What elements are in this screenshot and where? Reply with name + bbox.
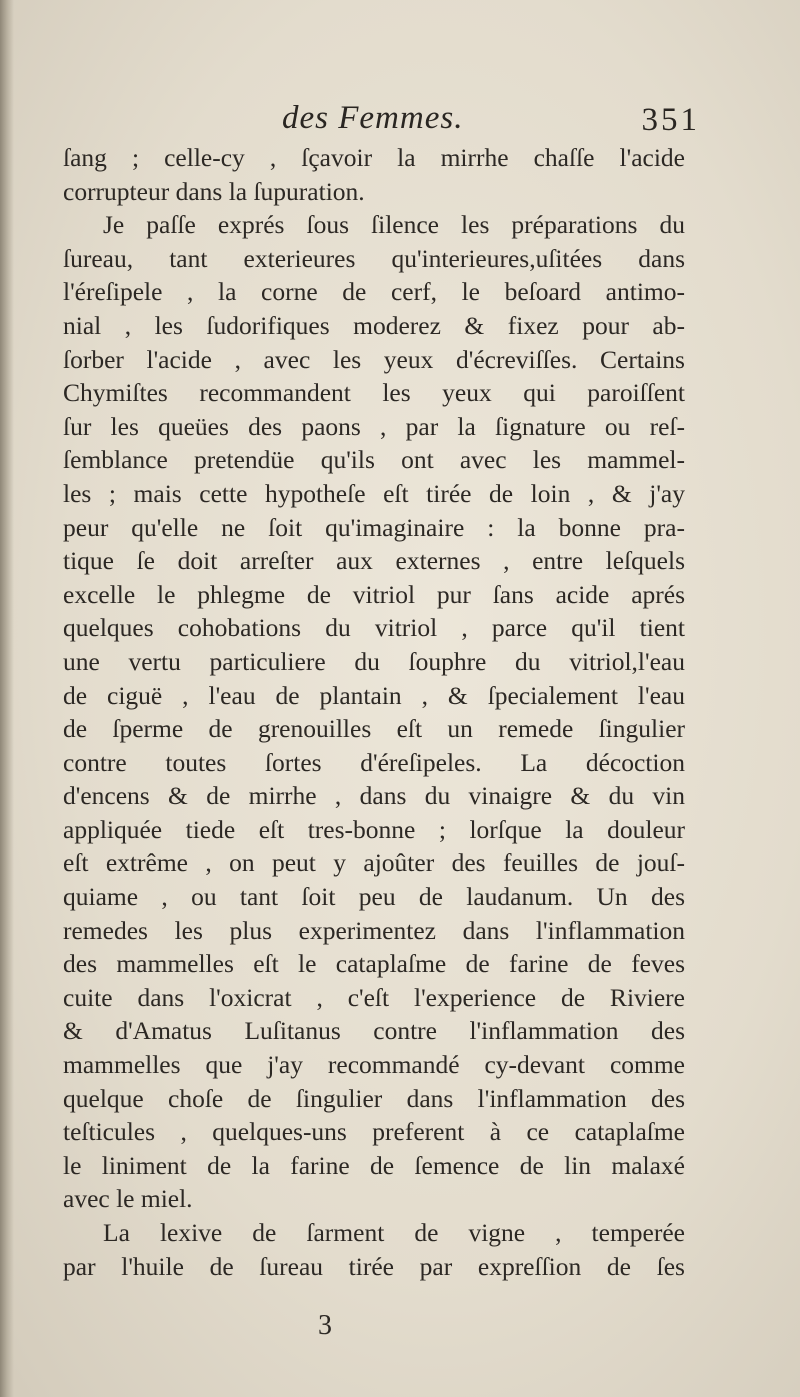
text-line: tique ſe doit arreſter aux externes , entre leſquels (63, 546, 685, 576)
text-line: quelque choſe de ſingulier dans l'inflammation des (63, 1083, 685, 1113)
text-line: les ; mais cette hypotheſe eſt tirée de loin , & j'ay (63, 478, 685, 508)
page-number: 351 (641, 102, 700, 138)
text-line: l'éreſipele , la corne de cerf, le beſoard antimo- (63, 277, 685, 307)
text-line: corrupteur dans la ſupuration. (63, 176, 365, 206)
text-line: par l'huile de ſureau tirée par expreſſion de ſes (63, 1251, 685, 1281)
text-line: mammelles que j'ay recommandé cy-devant comme (63, 1050, 685, 1080)
text-line: contre toutes ſortes d'éreſipeles. La décoction (63, 747, 685, 777)
body-text (63, 141, 685, 1283)
text-line: avec le miel. (63, 1184, 193, 1214)
text-line: ſureau, tant exterieures qu'interieures,uſitées dans (63, 243, 685, 273)
text-line: ſemblance pretendüe qu'ils ont avec les mammel- (63, 445, 685, 475)
signature-mark: 3 (318, 1310, 332, 1341)
text-line: peur qu'elle ne ſoit qu'imaginaire : la bonne pra- (63, 512, 685, 542)
text-line: ſorber l'acide , avec les yeux d'écreviſſes. Certains (63, 344, 685, 374)
text-line: ſang ; celle-cy , ſçavoir la mirrhe chaſſe l'acide (63, 143, 685, 172)
text-line: des mammelles eſt le cataplaſme de farine de feves (63, 949, 685, 979)
running-head: des Femmes. (282, 100, 464, 136)
page-header (60, 100, 700, 144)
binding-shadow (0, 0, 14, 1397)
text-line: de ciguë , l'eau de plantain , & ſpecialement l'eau (63, 680, 685, 710)
text-line: teſticules , quelques-uns preferent à ce cataplaſme (63, 1117, 685, 1147)
text-line: le liniment de la farine de ſemence de lin malaxé (63, 1150, 685, 1180)
text-line: Chymiſtes recommandent les yeux qui paroiſſent (63, 378, 685, 408)
text-line: appliquée tiede eſt tres-bonne ; lorſque la douleur (63, 814, 685, 844)
text-line: de ſperme de grenouilles eſt un remede ſingulier (63, 714, 685, 744)
text-line: remedes les plus experimentez dans l'inflammation (63, 915, 685, 945)
text-line: d'encens & de mirrhe , dans du vinaigre & du vin (63, 781, 685, 811)
text-line: nial , les ſudorifiques moderez & fixez pour ab- (63, 310, 685, 340)
text-line: eſt extrême , on peut y ajoûter des feuilles de jouſ- (63, 848, 685, 878)
text-line: ſur les queües des paons , par la ſignature ou reſ- (63, 411, 685, 441)
text-line: une vertu particuliere du ſouphre du vitriol,l'eau (63, 646, 685, 676)
text-line: & d'Amatus Luſitanus contre l'inflammation des (63, 1016, 685, 1046)
text-line: cuite dans l'oxicrat , c'eſt l'experience de Riviere (63, 982, 685, 1012)
text-line: La lexive de ſarment de vigne , temperée (103, 1218, 685, 1247)
text-line: quelques cohobations du vitriol , parce qu'il tient (63, 613, 685, 643)
text-line: Je paſſe exprés ſous ſilence les préparations du (103, 210, 685, 240)
text-line: excelle le phlegme de vitriol pur ſans acide aprés (63, 579, 685, 609)
text-line: quiame , ou tant ſoit peu de laudanum. Un des (63, 882, 685, 912)
